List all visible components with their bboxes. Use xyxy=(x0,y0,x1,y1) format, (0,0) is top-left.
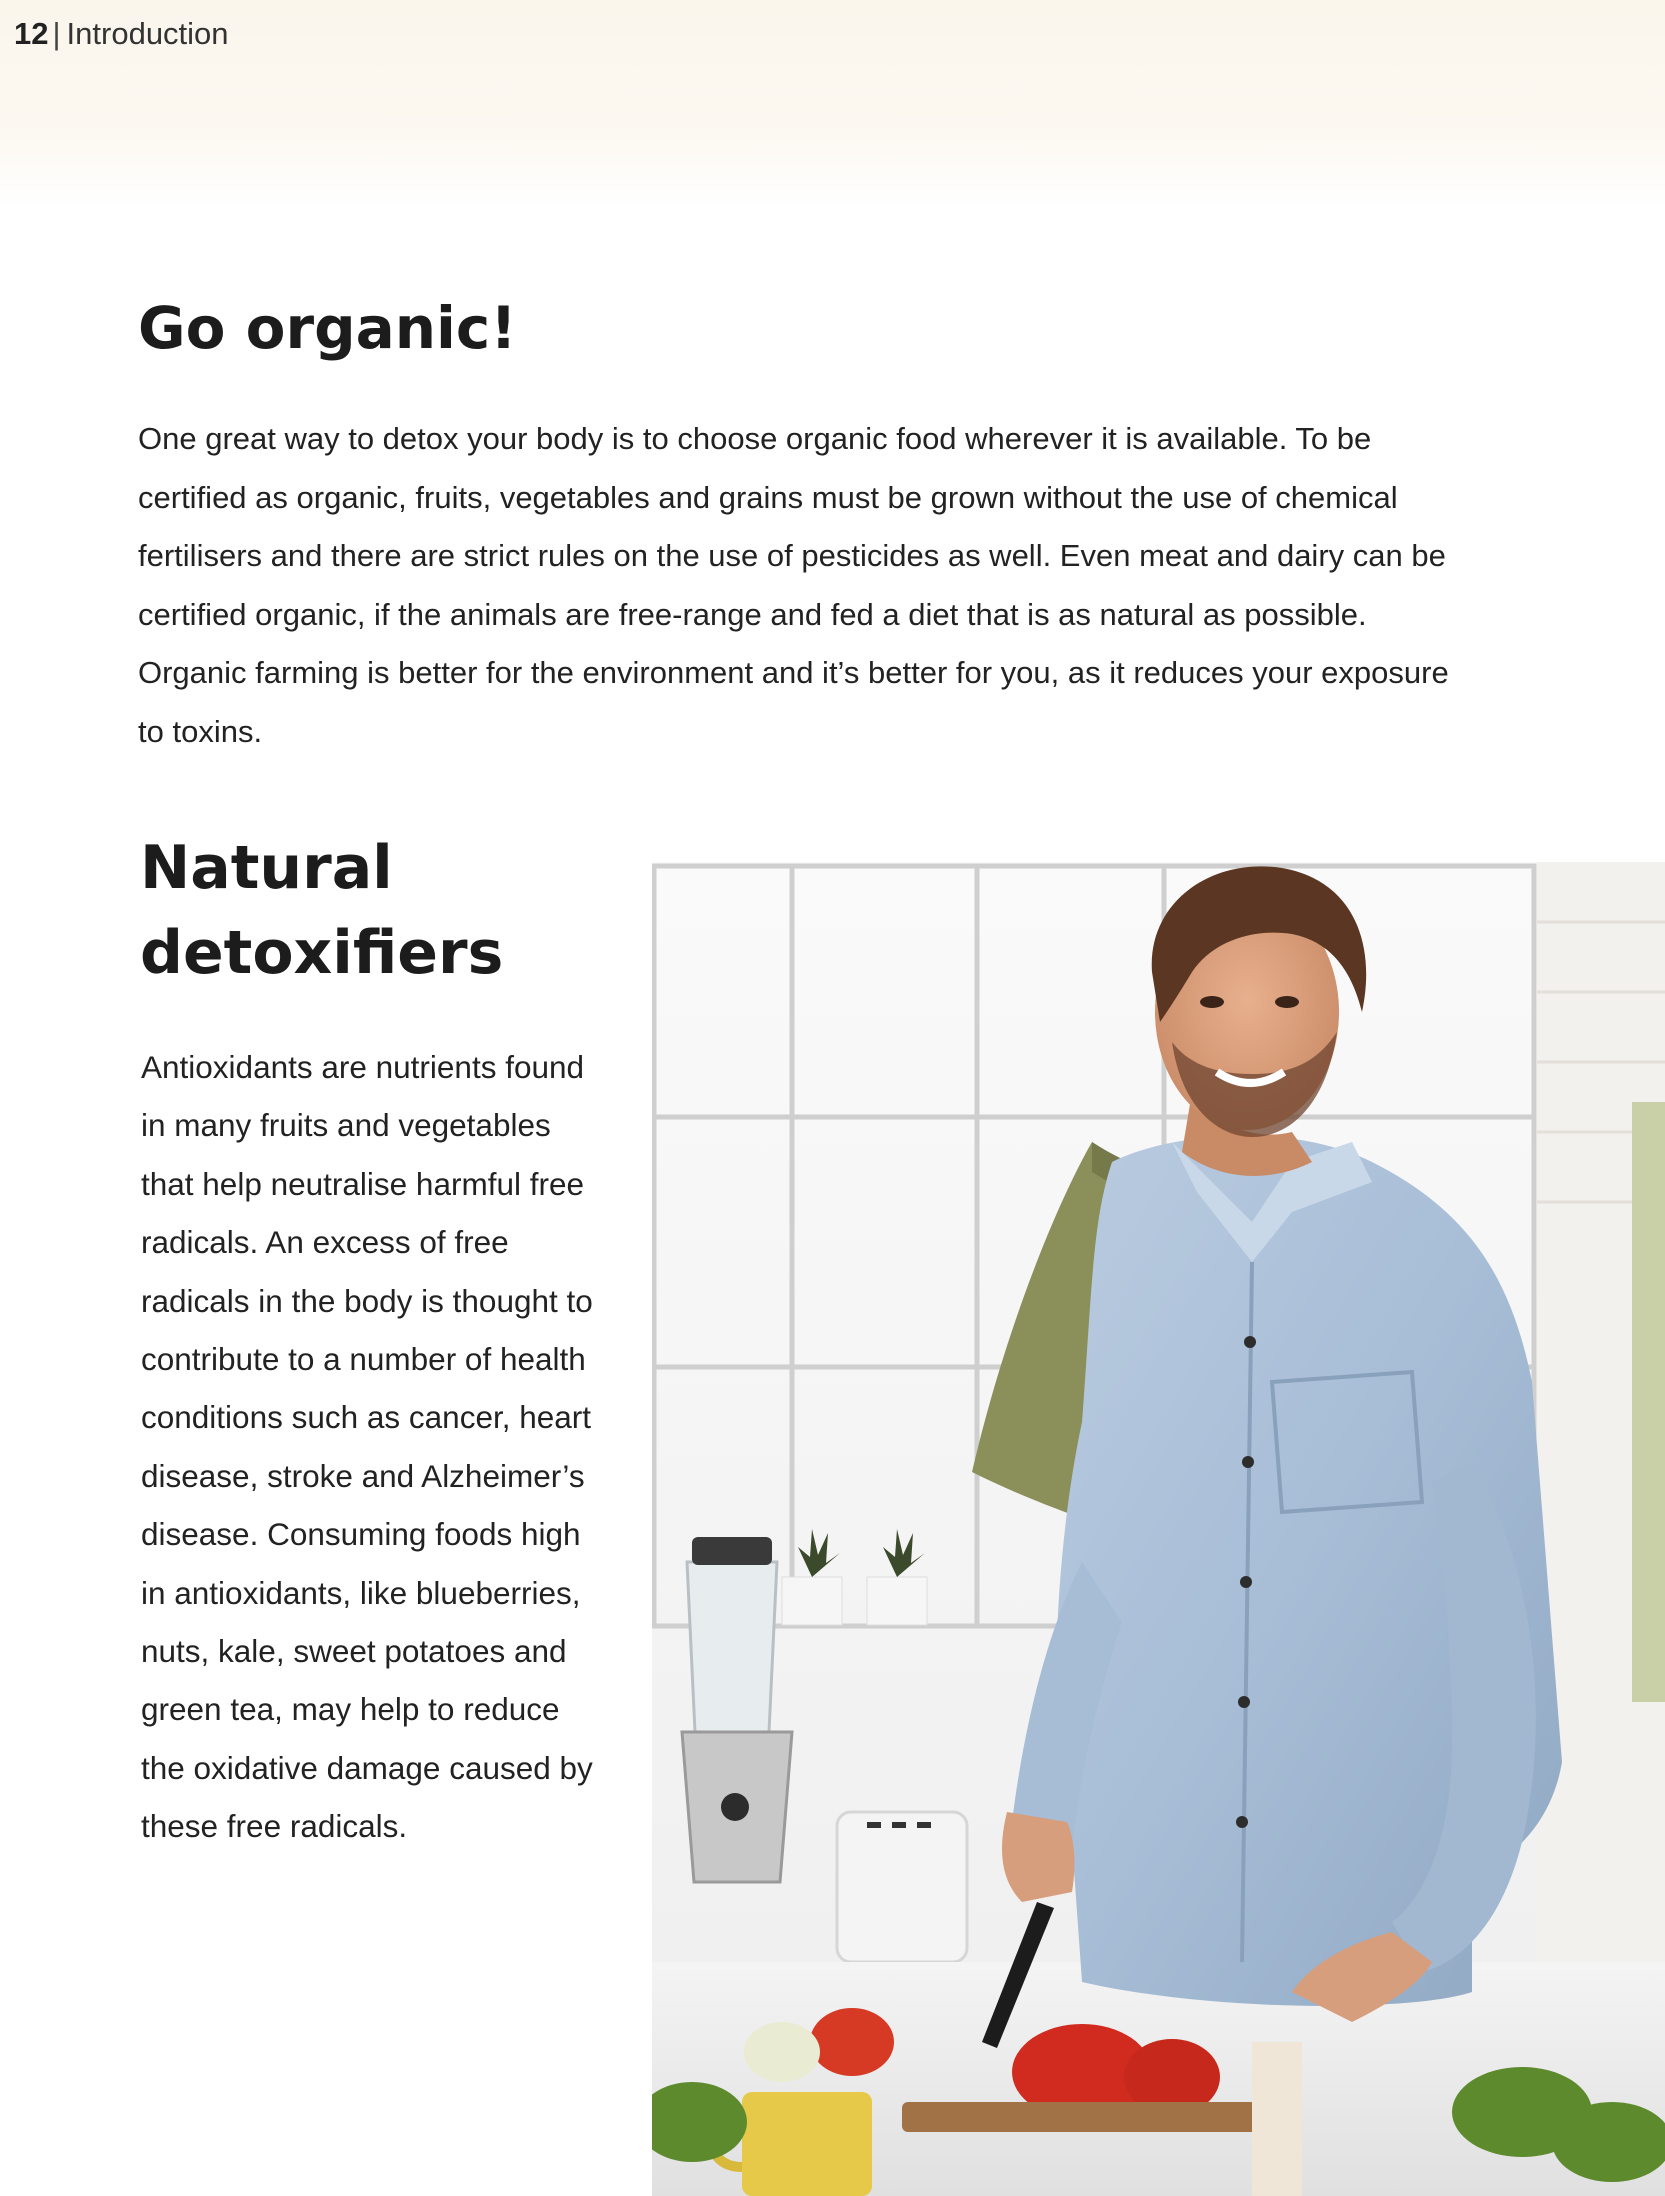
go-organic-paragraph: One great way to detox your body is to choose organic food wherever it is available. To be certified as organic, fruits, vegetables and grains must be grown without the use of chemical fertilisers and there are strict rules on the use of pesticides as well. Even meat and dairy can be certified organic, if the animals are free-range and fed a diet that is as natural as possible. Organic farming is better for the environment and it’s better for you, as it reduces your exposure to toxins. xyxy=(138,421,1449,749)
header-separator: | xyxy=(52,16,61,51)
section-title-natural-detoxifiers: Natural detoxifiers xyxy=(140,833,504,988)
header-band xyxy=(0,0,1665,210)
running-header xyxy=(14,14,229,54)
section-name: Introduction xyxy=(66,16,229,51)
page-number: 12 xyxy=(14,16,49,51)
section-title-go-organic: Go organic! xyxy=(138,294,517,362)
man-cooking-photo xyxy=(652,862,1665,2196)
natural-detoxifiers-paragraph: Antioxidants are nutrients found in many fruits and vegetables that help neutralise harmful free radicals. An excess of free radicals in the body is thought to contribute to a number of health conditions such as cancer, heart disease, stroke and Alzheimer’s disease. Consuming foods high in antioxidants, like blueberries, nuts, kale, sweet potatoes and green tea, may help to reduce the oxidative damage caused by these free radicals. xyxy=(141,1049,593,1845)
